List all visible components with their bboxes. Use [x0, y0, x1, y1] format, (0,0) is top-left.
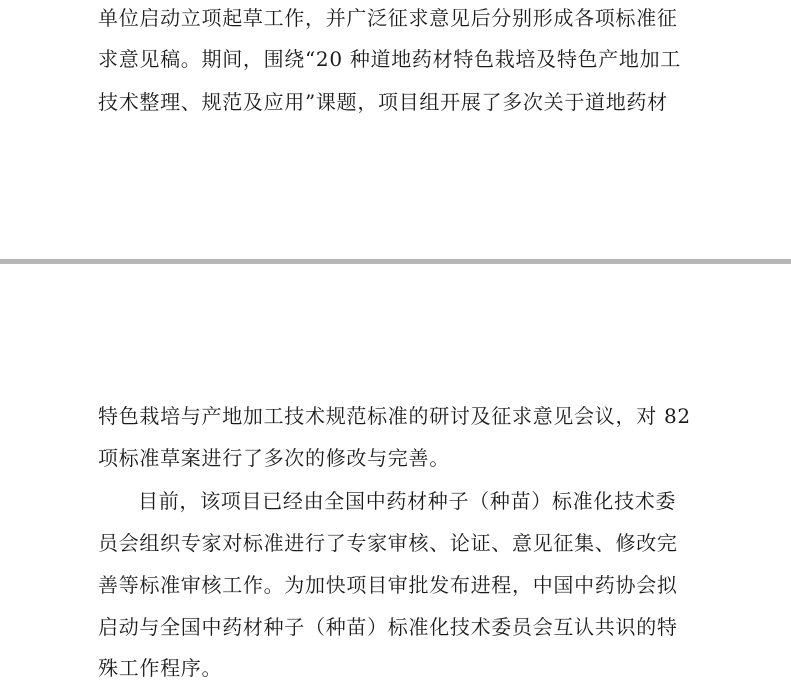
text-line: 单位启动立项起草工作，并广泛征求意见后分别形成各项标准征 — [98, 6, 678, 30]
text-line: 殊工作程序。 — [98, 656, 223, 680]
paragraph-first-line: 目前，该项目已经由全国中药材种子（种苗）标准化技术委 — [138, 489, 677, 513]
text-line: 项标准草案进行了多次的修改与完善。 — [98, 446, 450, 470]
text-line: 员会组织专家对标准进行了专家审核、论证、意见征集、修改完 — [98, 531, 678, 555]
text-line: 求意见稿。期间，围绕“20 种道地药材特色栽培及特色产地加工 — [98, 47, 682, 71]
text-line: 特色栽培与产地加工技术规范标准的研讨及征求意见会议，对 82 — [98, 404, 691, 428]
document-page-top — [0, 0, 791, 259]
text-line: 善等标准审核工作。为加快项目审批发布进程，中国中药协会拟 — [98, 573, 678, 597]
document-page-bottom — [0, 264, 791, 685]
text-line: 技术整理、规范及应用”课题，项目组开展了多次关于道地药材 — [98, 90, 668, 114]
text-line: 启动与全国中药材种子（种苗）标准化技术委员会互认共识的特 — [98, 615, 678, 639]
